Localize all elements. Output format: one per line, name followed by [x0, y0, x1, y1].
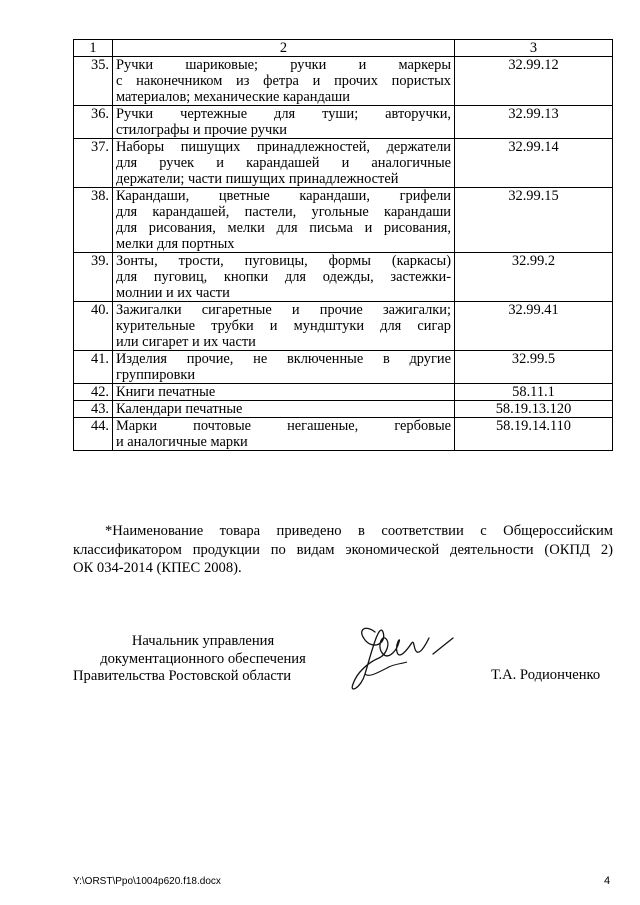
- row-number: 42.: [74, 384, 113, 401]
- column-header-1: 1: [74, 40, 113, 57]
- table-row: [74, 418, 613, 451]
- product-name-line: для пуговиц, кнопки для одежды, застежки-: [116, 269, 451, 285]
- row-number: 40.: [74, 302, 113, 351]
- product-name-line: для карандашей, пастели, угольные карандаши: [116, 204, 451, 220]
- position-line: Начальник управления: [131, 633, 275, 649]
- okpd-code: 32.99.14: [455, 139, 613, 188]
- goods-table: [73, 39, 613, 451]
- footnote-line: *Наименование товара приведено в соответствии с Общероссийским: [105, 523, 613, 539]
- product-name-line: Календари печатные: [116, 401, 243, 417]
- product-name: [113, 384, 455, 401]
- table-row: [74, 401, 613, 418]
- okpd-code: 32.99.12: [455, 57, 613, 106]
- product-name-line: группировки: [116, 367, 196, 383]
- footnote-line: классификатором продукции по видам экономической деятельности (ОКПД 2): [73, 541, 613, 558]
- product-name-line: Изделия прочие, не включенные в другие: [116, 351, 451, 367]
- product-name: [113, 139, 455, 188]
- product-name-line: Ручки шариковые; ручки и маркеры: [116, 57, 451, 73]
- document-file-path: Y:\ORST\Ppo\1004p620.f18.docx: [73, 876, 221, 887]
- row-number: 41.: [74, 351, 113, 384]
- product-name-line: курительные трубки и мундштуки для сигар: [116, 318, 451, 334]
- product-name: [113, 57, 455, 106]
- okpd-code: 32.99.2: [455, 253, 613, 302]
- okpd-code: 32.99.15: [455, 188, 613, 253]
- handwritten-signature: [335, 614, 475, 704]
- table-row: [74, 139, 613, 188]
- product-name-line: для рисования, мелки для письма и рисования,: [116, 220, 451, 236]
- column-header-3: 3: [455, 40, 613, 57]
- row-number: 38.: [74, 188, 113, 253]
- product-name: [113, 351, 455, 384]
- product-name: [113, 106, 455, 139]
- okpd-code: 58.19.14.110: [455, 418, 613, 451]
- table-row: [74, 302, 613, 351]
- product-name-line: Марки почтовые негашеные, гербовые: [116, 418, 451, 434]
- okpd-code: 32.99.5: [455, 351, 613, 384]
- product-name-line: Карандаши, цветные карандаши, грифели: [116, 188, 451, 204]
- product-name: [113, 418, 455, 451]
- product-name-line: материалов; механические карандаши: [116, 89, 350, 105]
- footnote: [73, 522, 613, 578]
- table-row: [74, 253, 613, 302]
- signatory-position: [73, 633, 333, 686]
- product-name-line: с наконечником из фетра и прочих пористых: [116, 73, 451, 89]
- okpd-code: 58.19.13.120: [455, 401, 613, 418]
- okpd-code: 32.99.13: [455, 106, 613, 139]
- table-header-row: [74, 40, 613, 57]
- table-row: [74, 106, 613, 139]
- footnote-line: ОК 034-2014 (КПЕС 2008).: [73, 560, 242, 576]
- product-name-line: стилографы и прочие ручки: [116, 122, 287, 138]
- row-number: 36.: [74, 106, 113, 139]
- row-number: 43.: [74, 401, 113, 418]
- product-name-line: Зонты, трости, пуговицы, формы (каркасы): [116, 253, 451, 269]
- table-row: [74, 57, 613, 106]
- product-name-line: или сигарет и их части: [116, 334, 256, 350]
- product-name-line: мелки для портных: [116, 236, 235, 252]
- row-number: 39.: [74, 253, 113, 302]
- position-line: Правительства Ростовской области: [73, 668, 292, 684]
- table-row: [74, 351, 613, 384]
- row-number: 37.: [74, 139, 113, 188]
- product-name: [113, 401, 455, 418]
- product-name: [113, 302, 455, 351]
- product-name-line: держатели; части пишущих принадлежностей: [116, 171, 399, 187]
- product-name-line: для ручек и карандашей и аналогичные: [116, 155, 451, 171]
- row-number: 35.: [74, 57, 113, 106]
- product-name-line: Ручки чертежные для туши; авторучки,: [116, 106, 451, 122]
- okpd-code: 58.11.1: [455, 384, 613, 401]
- row-number: 44.: [74, 418, 113, 451]
- column-header-2: 2: [113, 40, 455, 57]
- table-row: [74, 384, 613, 401]
- product-name-line: молнии и их части: [116, 285, 230, 301]
- okpd-code: 32.99.41: [455, 302, 613, 351]
- position-line: документационного обеспечения: [100, 650, 306, 667]
- signer-name: Т.А. Родионченко: [491, 667, 601, 683]
- product-name-line: Зажигалки сигаретные и прочие зажигалки;: [116, 302, 451, 318]
- page-number: 4: [604, 875, 611, 887]
- product-name-line: и аналогичные марки: [116, 434, 248, 450]
- product-name-line: Книги печатные: [116, 384, 216, 400]
- product-name-line: Наборы пишущих принадлежностей, держатели: [116, 139, 451, 155]
- table-row: [74, 188, 613, 253]
- product-name: [113, 188, 455, 253]
- product-name: [113, 253, 455, 302]
